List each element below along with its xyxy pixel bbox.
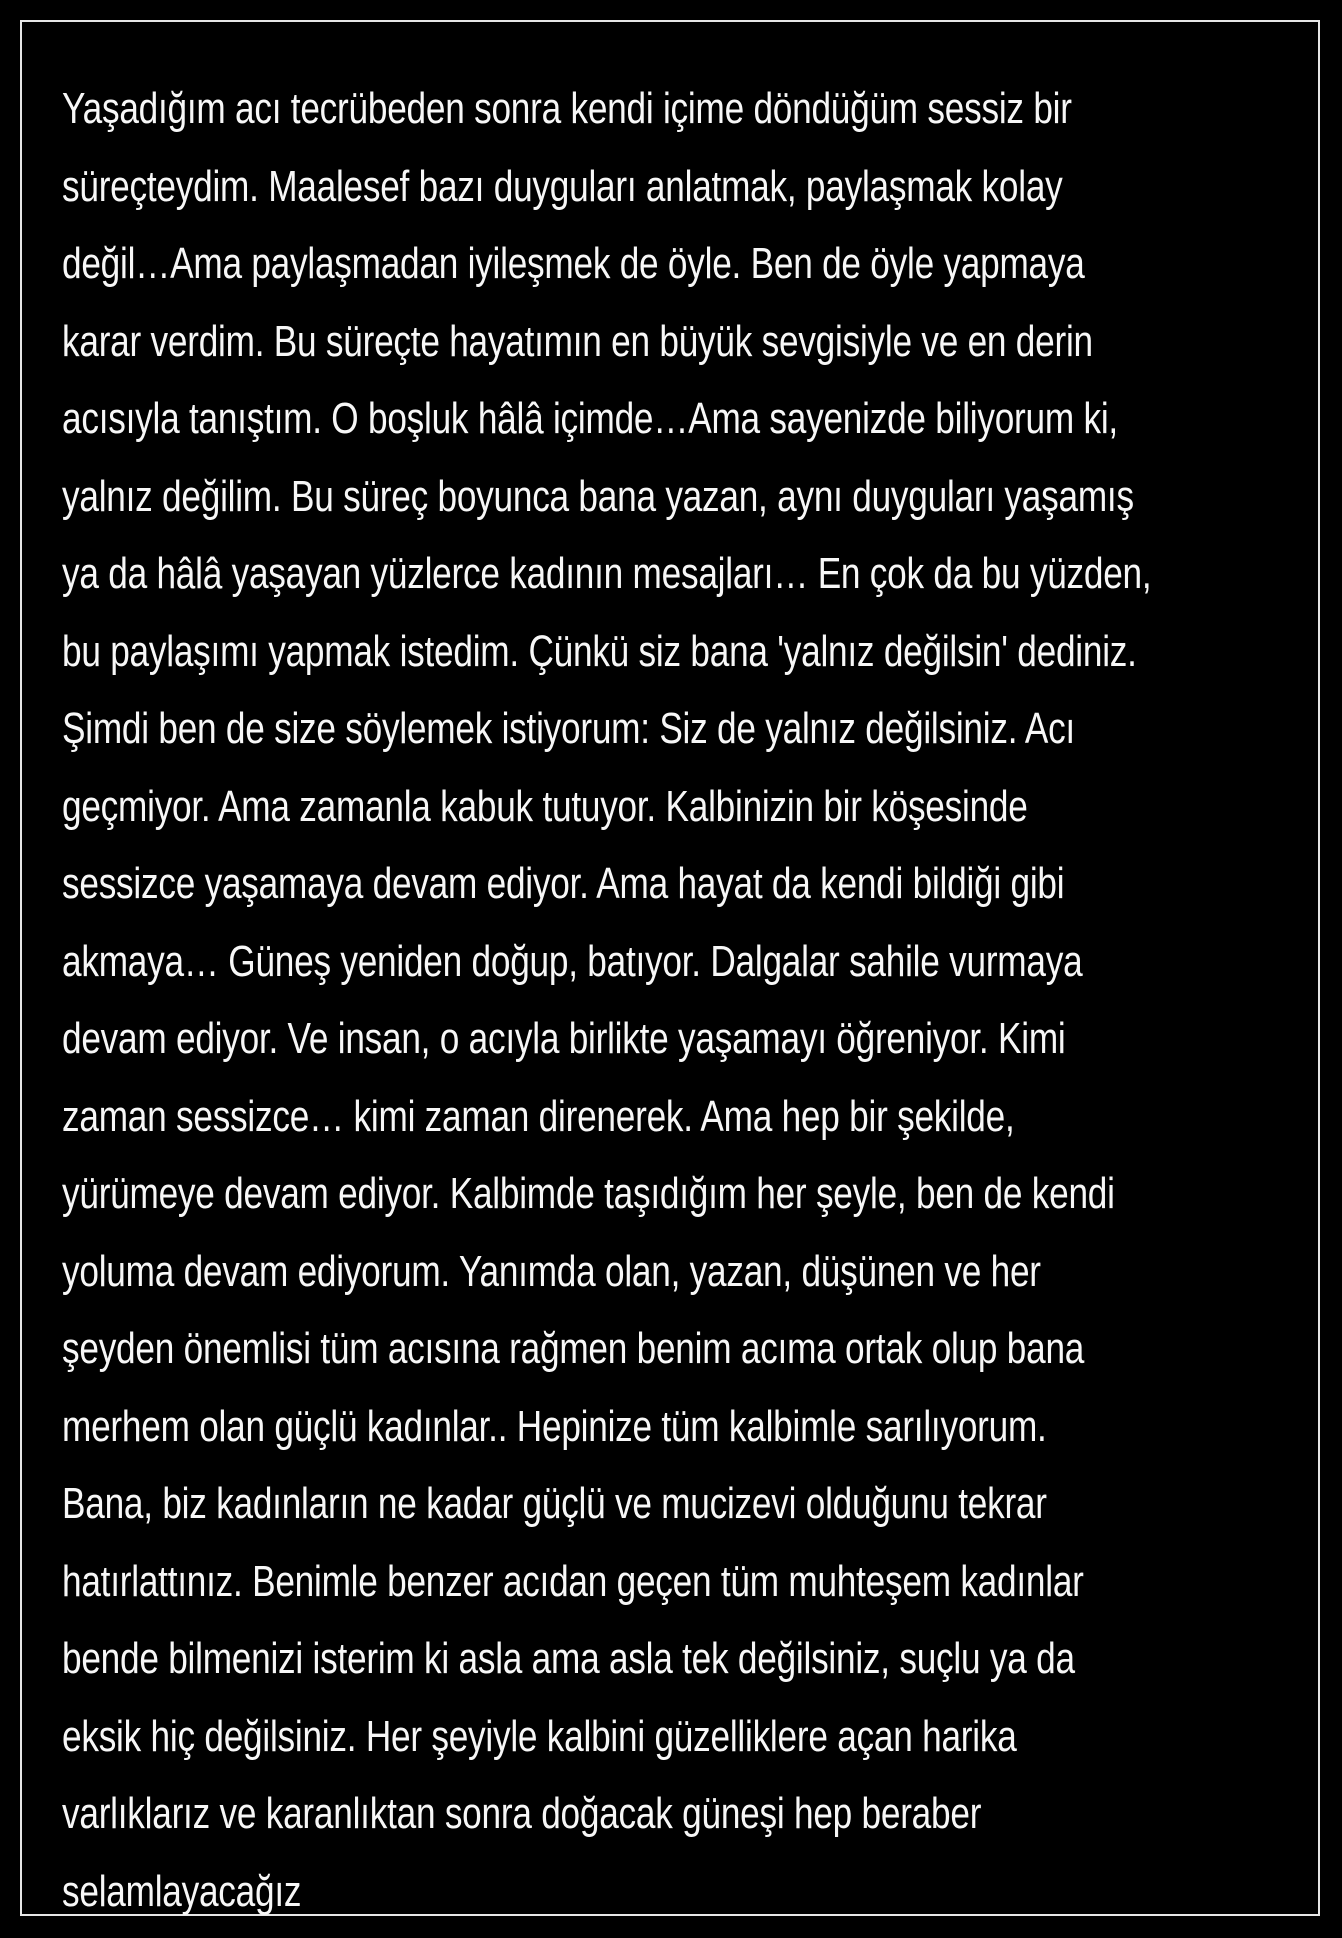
text-line: akmaya… Güneş yeniden doğup, batıyor. Dalgalar sahile vurmaya xyxy=(62,936,1083,986)
text-line: yalnız değilim. Bu süreç boyunca bana yazan, aynı duyguları yaşamış xyxy=(62,471,1134,521)
text-line: merhem olan güçlü kadınlar.. Hepinize tüm kalbimle sarılıyorum. xyxy=(62,1401,1047,1451)
text-line: karar verdim. Bu süreçte hayatımın en büyük sevgisiyle ve en derin xyxy=(62,316,1093,366)
text-line: zaman sessizce… kimi zaman direnerek. Ama hep bir şekilde, xyxy=(62,1091,1015,1141)
text-line: eksik hiç değilsiniz. Her şeyiyle kalbini güzelliklere açan harika xyxy=(62,1711,1017,1761)
text-line: ya da hâlâ yaşayan yüzlerce kadının mesajları… En çok da bu yüzden, xyxy=(62,549,1152,598)
text-line: sessizce yaşamaya devam ediyor. Ama hayat da kendi bildiği gibi xyxy=(62,859,1065,908)
text-line: Şimdi ben de size söylemek istiyorum: Siz de yalnız değilsiniz. Acı xyxy=(62,704,1075,753)
text-line: geçmiyor. Ama zamanla kabuk tutuyor. Kalbinizin bir köşesinde xyxy=(62,781,1028,831)
text-line: yoluma devam ediyorum. Yanımda olan, yazan, düşünen ve her xyxy=(62,1246,1041,1296)
text-line: yürümeye devam ediyor. Kalbimde taşıdığım her şeyle, ben de kendi xyxy=(62,1169,1115,1218)
text-line: varlıklarız ve karanlıktan sonra doğacak güneşi hep beraber xyxy=(62,1789,982,1838)
text-line: şeyden önemlisi tüm acısına rağmen benim acıma ortak olup bana xyxy=(62,1324,1085,1373)
text-line: Bana, biz kadınların ne kadar güçlü ve mucizevi olduğunu tekrar xyxy=(62,1479,1047,1528)
document-body-text xyxy=(62,70,1292,1930)
text-line: değil…Ama paylaşmadan iyileşmek de öyle. Ben de öyle yapmaya xyxy=(62,239,1085,288)
text-line: süreçteydim. Maalesef bazı duyguları anlatmak, paylaşmak kolay xyxy=(62,161,1063,211)
text-line: selamlayacağız xyxy=(62,1866,302,1916)
text-line: acısıyla tanıştım. O boşluk hâlâ içimde…Ama sayenizde biliyorum ki, xyxy=(62,394,1118,443)
text-line: bu paylaşımı yapmak istedim. Çünkü siz bana 'yalnız değilsin' dediniz. xyxy=(62,626,1137,676)
text-line: hatırlattınız. Benimle benzer acıdan geçen tüm muhteşem kadınlar xyxy=(62,1556,1084,1606)
text-line: bende bilmenizi isterim ki asla ama asla tek değilsiniz, suçlu ya da xyxy=(62,1634,1075,1683)
text-line: devam ediyor. Ve insan, o acıyla birlikte yaşamayı öğreniyor. Kimi xyxy=(62,1014,1066,1063)
text-line: Yaşadığım acı tecrübeden sonra kendi içime döndüğüm sessiz bir xyxy=(62,84,1072,133)
